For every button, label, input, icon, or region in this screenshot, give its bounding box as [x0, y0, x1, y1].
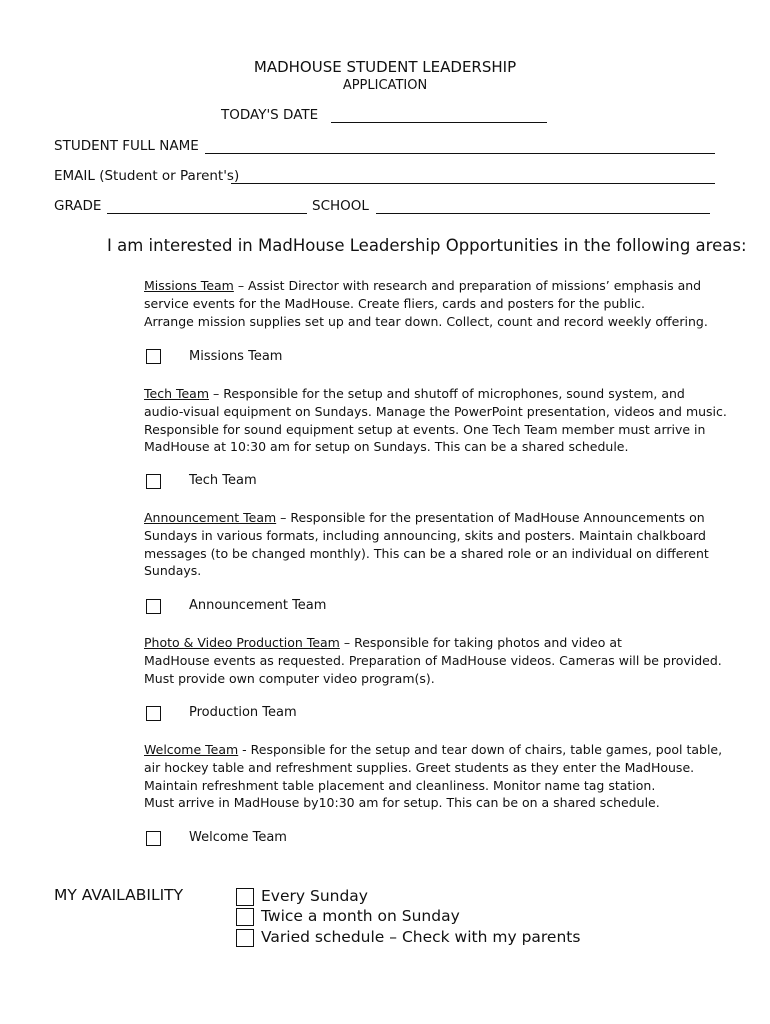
full-name-field[interactable] — [205, 153, 715, 154]
team-description-tech: Tech Team – Responsible for the setup and shutoff of microphones, sound system, and audio-visual equipment on Sundays. Manage the PowerPoint presentation, videos and music. Responsible for sound equipment setup at events. One Tech Team member must arrive in MadHouse at 10:30 am for setup on Sundays. This can be a shared schedule. — [144, 386, 727, 455]
team-name: Announcement Team — [144, 510, 277, 525]
varied-schedule-label: Varied schedule – Check with my parents — [261, 928, 581, 946]
welcome-team-checkbox-label: Welcome Team — [189, 830, 287, 845]
interest-heading: I am interested in MadHouse Leadership Opportunities in the following areas: — [107, 236, 747, 255]
todays-date-field[interactable] — [331, 122, 547, 123]
email-field[interactable] — [231, 183, 715, 184]
form-subtitle: APPLICATION — [342, 78, 428, 93]
grade-field[interactable] — [107, 213, 307, 214]
production-team-checkbox[interactable] — [146, 706, 161, 721]
team-description-production: Photo & Video Production Team – Responsible for taking photos and video at MadHouse events as requested. Preparation of MadHouse videos. Cameras will be provided. Must provide own computer video program(s). — [144, 635, 722, 686]
twice-a-month-label: Twice a month on Sunday — [261, 907, 460, 925]
todays-date-label: TODAY'S DATE — [221, 107, 319, 123]
announcement-team-checkbox-label: Announcement Team — [189, 598, 327, 613]
every-sunday-checkbox[interactable] — [236, 888, 254, 906]
form-title: MADHOUSE STUDENT LEADERSHIP — [253, 58, 517, 76]
grade-label: GRADE — [54, 198, 102, 214]
every-sunday-label: Every Sunday — [261, 887, 368, 905]
availability-title: MY AVAILABILITY — [54, 886, 184, 904]
missions-team-checkbox[interactable] — [146, 349, 161, 364]
twice-a-month-checkbox[interactable] — [236, 908, 254, 926]
production-team-checkbox-label: Production Team — [189, 705, 297, 720]
team-name: Photo & Video Production Team — [144, 635, 340, 650]
varied-schedule-checkbox[interactable] — [236, 929, 254, 947]
team-description-welcome: Welcome Team - Responsible for the setup and tear down of chairs, table games, pool table, air hockey table and refreshment supplies. Greet students as they enter the MadHouse. Maintain refreshment table placement and cleanliness. Monitor name tag station. Must arrive in MadHouse by10:30 am for setup. This can be on a shared schedule. — [144, 742, 723, 811]
school-field[interactable] — [376, 213, 710, 214]
missions-team-checkbox-label: Missions Team — [189, 349, 283, 364]
school-label: SCHOOL — [312, 198, 369, 214]
announcement-team-checkbox[interactable] — [146, 599, 161, 614]
team-description-missions: Missions Team – Assist Director with research and preparation of missions’ emphasis and service events for the MadHouse. Create fliers, cards and posters for the public. Arrange mission supplies set up and tear down. Collect, count and record weekly offering. — [144, 278, 708, 329]
full-name-label: STUDENT FULL NAME — [54, 138, 199, 154]
team-name: Welcome Team — [144, 742, 239, 757]
tech-team-checkbox[interactable] — [146, 474, 161, 489]
team-name: Tech Team — [144, 386, 210, 401]
team-description-announcement: Announcement Team – Responsible for the presentation of MadHouse Announcements on Sundays in various formats, including announcing, skits and posters. Maintain chalkboard messages (to be changed monthly). This can be a shared role or an individual on different Sundays. — [144, 510, 709, 579]
welcome-team-checkbox[interactable] — [146, 831, 161, 846]
email-label: EMAIL (Student or Parent's) — [54, 168, 240, 184]
tech-team-checkbox-label: Tech Team — [189, 473, 257, 488]
team-name: Missions Team — [144, 278, 234, 293]
